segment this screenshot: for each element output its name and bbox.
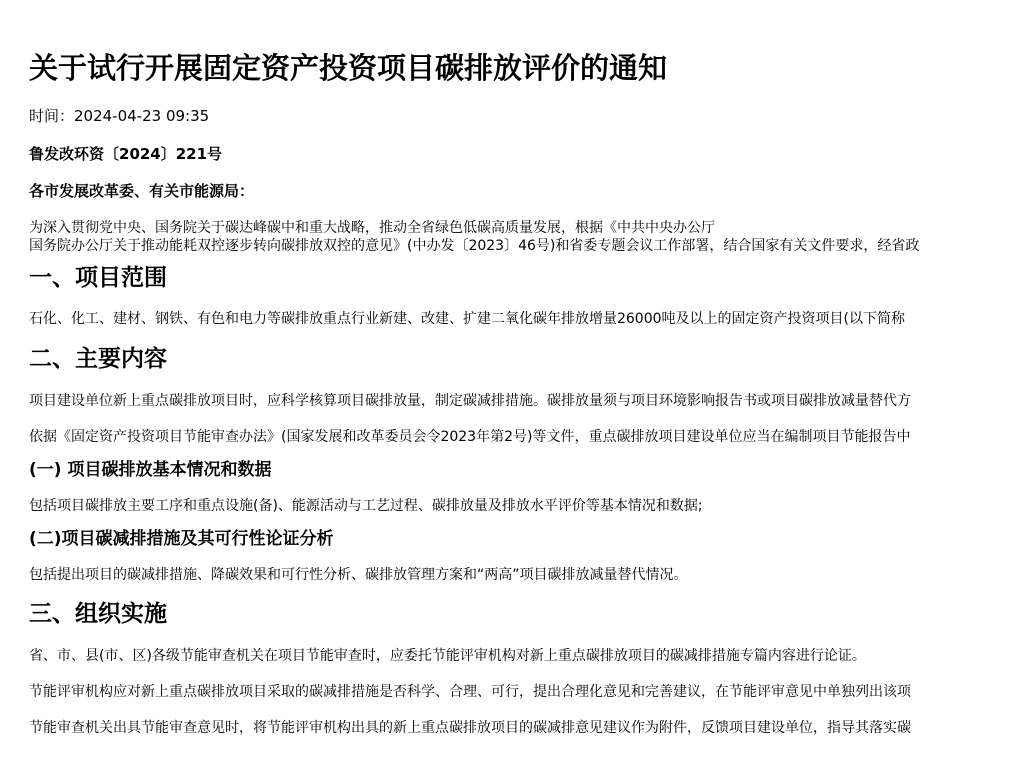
salutation: 各市发展改革委、有关市能源局：: [29, 182, 255, 200]
intro-line-2: 国务院办公厅关于推动能耗双控逐步转向碳排放双控的意见》(中办发〔2023〕46号)和省委专题会议工作部署，结合国家有关文件要求，经省政: [29, 238, 920, 254]
section-implementation-paragraph-1: 省、市、县(市、区)各级节能审查机关在项目节能审查时，应委托节能评审机构对新上重点碳排放项目的碳减排措施专篇内容进行论证。: [29, 648, 866, 664]
subsection-basic-data-paragraph: 包括项目碳排放主要工序和重点设施(备)、能源活动与工艺过程、碳排放量及排放水平评价等基本情况和数据;: [29, 498, 703, 514]
intro-paragraph: [29, 219, 1024, 255]
section-content-paragraph-2: 依据《固定资产投资项目节能审查办法》(国家发展和改革委员会令2023年第2号)等文件，重点碳排放项目建设单位应当在编制项目节能报告中: [29, 429, 911, 445]
section-scope-paragraph: 石化、化工、建材、钢铁、有色和电力等碳排放重点行业新建、改建、扩建二氧化碳年排放增量26000吨及以上的固定资产投资项目(以下简称: [29, 311, 905, 327]
document-number: 鲁发改环资〔2024〕221号: [29, 145, 223, 163]
section-content-paragraph-1: 项目建设单位新上重点碳排放项目时，应科学核算项目碳排放量，制定碳减排措施。碳排放量须与项目环境影响报告书或项目碳排放减量替代方: [29, 393, 911, 409]
publish-time: 时间：2024-04-23 09:35: [29, 107, 210, 125]
article-body: [29, 48, 1024, 737]
article-title: 关于试行开展固定资产投资项目碳排放评价的通知: [29, 51, 668, 85]
section-heading-implementation: 三、组织实施: [29, 601, 167, 627]
section-heading-content: 二、主要内容: [29, 346, 167, 372]
subsection-reduction-measures-paragraph: 包括提出项目的碳减排措施、降碳效果和可行性分析、碳排放管理方案和“两高”项目碳排放减量替代情况。: [29, 567, 688, 583]
section-heading-scope: 一、项目范围: [29, 265, 167, 291]
subsection-heading-basic-data: (一) 项目碳排放基本情况和数据: [29, 460, 272, 480]
section-implementation-paragraph-3: 节能审查机关出具节能审查意见时，将节能评审机构出具的新上重点碳排放项目的碳减排意见建议作为附件，反馈项目建设单位，指导其落实碳: [29, 720, 911, 736]
section-implementation-paragraph-2: 节能评审机构应对新上重点碳排放项目采取的碳减排措施是否科学、合理、可行，提出合理化意见和完善建议，在节能评审意见中单独列出该项: [29, 684, 911, 700]
intro-line-1: 为深入贯彻党中央、国务院关于碳达峰碳中和重大战略，推动全省绿色低碳高质量发展，根据《中共中央办公厅: [29, 220, 715, 236]
subsection-heading-reduction-measures: (二)项目碳减排措施及其可行性论证分析: [29, 529, 334, 549]
